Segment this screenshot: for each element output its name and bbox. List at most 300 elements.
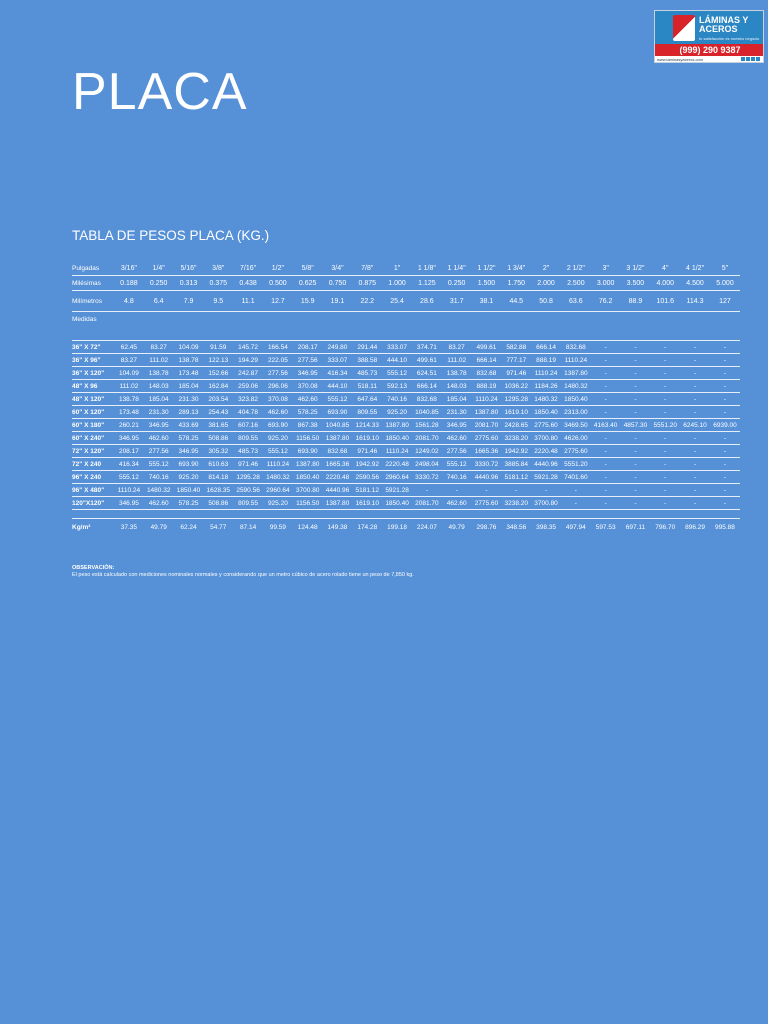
- weight-cell: 462.60: [263, 406, 293, 419]
- weight-cell: -: [591, 497, 621, 510]
- milimetros-cell: 11.1: [233, 291, 263, 312]
- logo-phone[interactable]: (999) 290 9387: [655, 44, 764, 56]
- weight-cell: -: [591, 393, 621, 406]
- weight-cell: 1480.32: [263, 471, 293, 484]
- weight-cell: 1110.24: [531, 367, 561, 380]
- weight-cell: 1387.80: [561, 367, 591, 380]
- weight-cell: 485.73: [233, 445, 263, 458]
- weight-cell: 2498.04: [412, 458, 442, 471]
- pulgadas-cell: 2 1/2": [561, 261, 591, 276]
- pulgadas-row-label: Pulgadas: [72, 261, 114, 276]
- weight-cell: 555.12: [263, 445, 293, 458]
- table-row-label: 36" X 120": [72, 367, 114, 380]
- weight-cell: 4440.96: [472, 471, 502, 484]
- weight-cell: 289.13: [174, 406, 204, 419]
- weight-cell: 194.29: [233, 354, 263, 367]
- weight-cell: 173.48: [114, 406, 144, 419]
- kgm2-row-label: Kg/m²: [72, 524, 91, 531]
- table-row-label: 60" X 240": [72, 432, 114, 445]
- weight-cell: 3238.20: [501, 432, 531, 445]
- weight-cell: 1214.33: [352, 419, 382, 432]
- weight-cell: 971.46: [352, 445, 382, 458]
- weight-cell: -: [710, 432, 740, 445]
- milesimas-cell: 0.313: [174, 276, 204, 291]
- sail-logo-icon: [673, 15, 695, 41]
- kgm2-cell: 597.53: [595, 524, 616, 531]
- social-icons: [741, 57, 760, 61]
- weight-cell: 5551.20: [561, 458, 591, 471]
- milimetros-cell: 127: [710, 291, 740, 312]
- milesimas-cell: 2.000: [531, 276, 561, 291]
- kgm2-cell: 124.48: [297, 524, 318, 531]
- weight-cell: 138.78: [174, 354, 204, 367]
- weight-cell: 610.63: [203, 458, 233, 471]
- weight-cell: 1619.10: [352, 497, 382, 510]
- empty-cell: [263, 510, 293, 519]
- weight-cell: -: [710, 354, 740, 367]
- weight-cell: -: [710, 471, 740, 484]
- milimetros-cell: 76.2: [591, 291, 621, 312]
- milesimas-cell: 3.500: [621, 276, 651, 291]
- weight-cell: -: [591, 471, 621, 484]
- weight-cell: 693.90: [323, 406, 353, 419]
- table-row-label: 72" X 240: [72, 458, 114, 471]
- weight-cell: 578.25: [174, 497, 204, 510]
- weight-cell: 3700.80: [531, 432, 561, 445]
- milesimas-cell: 0.750: [323, 276, 353, 291]
- weight-cell: -: [680, 432, 710, 445]
- empty-cell: [621, 312, 651, 341]
- weight-cell: 1156.50: [293, 432, 323, 445]
- table-row: [72, 380, 740, 393]
- weight-cell: 1480.32: [531, 393, 561, 406]
- weight-cell: 740.16: [144, 471, 174, 484]
- milesimas-cell: 0.250: [442, 276, 472, 291]
- weight-cell: 203.54: [203, 393, 233, 406]
- table-row: [72, 367, 740, 380]
- empty-cell: [412, 312, 442, 341]
- weight-cell: 2220.48: [382, 458, 412, 471]
- logo-brand: LÁMINAS Y ACEROS: [699, 15, 749, 34]
- weight-cell: -: [680, 354, 710, 367]
- weight-cell: 291.44: [352, 341, 382, 354]
- weight-cell: -: [650, 497, 680, 510]
- weight-cell: -: [591, 354, 621, 367]
- weight-cell: 1295.28: [501, 393, 531, 406]
- weight-cell: -: [650, 432, 680, 445]
- empty-cell: [382, 510, 412, 519]
- weight-cell: 111.02: [442, 354, 472, 367]
- weight-cell: -: [591, 341, 621, 354]
- kgm2-cell: 199.18: [387, 524, 408, 531]
- weight-cell: -: [561, 484, 591, 497]
- empty-cell: [144, 312, 174, 341]
- weight-cell: 208.17: [293, 341, 323, 354]
- table-row: [72, 458, 740, 471]
- medidas-row-label: Medidas: [72, 312, 114, 341]
- weight-cell: 555.12: [442, 458, 472, 471]
- weight-cell: 83.27: [442, 341, 472, 354]
- kgm2-cell: 54.77: [210, 524, 227, 531]
- weight-cell: 2313.00: [561, 406, 591, 419]
- weight-cell: 693.90: [174, 458, 204, 471]
- weight-cell: 1480.32: [144, 484, 174, 497]
- weight-cell: 888.19: [531, 354, 561, 367]
- kgm2-cell: 224.07: [416, 524, 437, 531]
- weight-cell: 1665.36: [323, 458, 353, 471]
- weights-table: [72, 261, 740, 561]
- weight-cell: 814.18: [203, 471, 233, 484]
- weight-cell: -: [710, 406, 740, 419]
- weight-cell: 1387.80: [293, 458, 323, 471]
- weight-cell: 381.65: [203, 419, 233, 432]
- instagram-icon[interactable]: [756, 57, 760, 61]
- table-title: TABLA DE PESOS PLACA (KG.): [72, 228, 270, 243]
- weight-cell: 582.88: [501, 341, 531, 354]
- weight-cell: -: [680, 406, 710, 419]
- weight-cell: 3330.72: [412, 471, 442, 484]
- milimetros-cell: 50.8: [531, 291, 561, 312]
- weight-cell: 249.80: [323, 341, 353, 354]
- weight-cell: 305.32: [203, 445, 233, 458]
- milesimas-cell: 0.625: [293, 276, 323, 291]
- weight-cell: 578.25: [174, 432, 204, 445]
- kgm2-cell: 497.94: [565, 524, 586, 531]
- kgm2-cell: 348.56: [506, 524, 527, 531]
- weight-cell: 592.13: [382, 380, 412, 393]
- weight-cell: 5181.12: [501, 471, 531, 484]
- weight-cell: 693.90: [263, 419, 293, 432]
- weight-cell: 693.90: [293, 445, 323, 458]
- weight-cell: -: [680, 341, 710, 354]
- milesimas-row: [72, 276, 740, 291]
- empty-cell: [650, 510, 680, 519]
- milesimas-cell: 1.125: [412, 276, 442, 291]
- note-title: OBSERVACIÓN:: [72, 565, 115, 571]
- weight-cell: 809.55: [233, 432, 263, 445]
- milimetros-cell: 7.9: [174, 291, 204, 312]
- weight-cell: 231.30: [442, 406, 472, 419]
- weight-cell: 5921.28: [531, 471, 561, 484]
- weight-cell: 4163.40: [591, 419, 621, 432]
- milimetros-row: [72, 291, 740, 312]
- weight-cell: 346.95: [114, 432, 144, 445]
- empty-cell: [442, 510, 472, 519]
- weight-cell: 555.12: [382, 367, 412, 380]
- pulgadas-cell: 1 1/8": [412, 261, 442, 276]
- weight-cell: 433.69: [174, 419, 204, 432]
- empty-cell: [352, 510, 382, 519]
- weight-cell: 148.03: [144, 380, 174, 393]
- weight-cell: 1110.24: [263, 458, 293, 471]
- weight-cell: 222.05: [263, 354, 293, 367]
- weight-cell: 323.82: [233, 393, 263, 406]
- weight-cell: -: [650, 367, 680, 380]
- weight-cell: 1942.92: [501, 445, 531, 458]
- weight-cell: 1387.80: [472, 406, 502, 419]
- weight-cell: 444.10: [323, 380, 353, 393]
- weight-cell: -: [621, 484, 651, 497]
- weight-cell: 1665.36: [472, 445, 502, 458]
- weight-cell: 925.20: [174, 471, 204, 484]
- weight-cell: 83.27: [114, 354, 144, 367]
- milesimas-cell: 0.188: [114, 276, 144, 291]
- weight-cell: 346.95: [293, 367, 323, 380]
- weight-cell: 254.43: [203, 406, 233, 419]
- medidas-row: [72, 312, 740, 341]
- weight-cell: 867.38: [293, 419, 323, 432]
- spacer-row-label: [72, 510, 114, 519]
- weight-cell: 1036.22: [501, 380, 531, 393]
- empty-cell: [293, 312, 323, 341]
- weight-cell: 166.54: [263, 341, 293, 354]
- weight-cell: -: [621, 367, 651, 380]
- weight-cell: -: [621, 458, 651, 471]
- weight-cell: 3700.80: [531, 497, 561, 510]
- weight-cell: 555.12: [323, 393, 353, 406]
- weight-cell: 1040.85: [412, 406, 442, 419]
- weight-cell: 508.86: [203, 432, 233, 445]
- table-row: [72, 445, 740, 458]
- milesimas-cell: 1.500: [472, 276, 502, 291]
- weight-cell: -: [650, 445, 680, 458]
- table-row-label: 60" X 180": [72, 419, 114, 432]
- spacer-row: [72, 510, 740, 519]
- logo-tagline: tu satisfacción es nuestro negocio: [699, 36, 760, 41]
- kgm2-cell: 697.11: [625, 524, 646, 531]
- weight-cell: 260.21: [114, 419, 144, 432]
- pulgadas-cell: 4": [650, 261, 680, 276]
- weight-cell: 162.84: [203, 380, 233, 393]
- weight-cell: 555.12: [144, 458, 174, 471]
- weight-cell: 3885.84: [501, 458, 531, 471]
- weight-cell: -: [591, 406, 621, 419]
- weight-cell: 1942.92: [352, 458, 382, 471]
- weight-cell: 518.11: [352, 380, 382, 393]
- weight-cell: 462.60: [144, 432, 174, 445]
- table-row: [72, 432, 740, 445]
- weight-cell: 3700.80: [293, 484, 323, 497]
- milimetros-cell: 22.2: [352, 291, 382, 312]
- weight-cell: 971.46: [501, 367, 531, 380]
- weight-cell: -: [501, 484, 531, 497]
- table-row-label: 36" X 72": [72, 341, 114, 354]
- table-row-label: 72" X 120": [72, 445, 114, 458]
- milimetros-cell: 44.5: [501, 291, 531, 312]
- weight-cell: 404.78: [233, 406, 263, 419]
- weight-cell: 888.19: [472, 380, 502, 393]
- weight-cell: 444.10: [382, 354, 412, 367]
- empty-cell: [680, 312, 710, 341]
- weight-cell: 277.56: [144, 445, 174, 458]
- empty-cell: [114, 312, 144, 341]
- weight-cell: 145.72: [233, 341, 263, 354]
- kgm2-row: [72, 519, 740, 562]
- weight-cell: 1850.40: [293, 471, 323, 484]
- table-row: [72, 471, 740, 484]
- weight-cell: 208.17: [114, 445, 144, 458]
- weight-cell: 277.56: [293, 354, 323, 367]
- empty-cell: [531, 510, 561, 519]
- note-text: El peso está calculado con mediciones nominales normales y considerando que un metro cúbico de acero rolado tiene un peso de 7,850 kg.: [72, 572, 414, 578]
- empty-cell: [472, 312, 502, 341]
- weight-cell: -: [621, 497, 651, 510]
- weight-cell: -: [621, 393, 651, 406]
- empty-cell: [501, 510, 531, 519]
- milesimas-cell: 4.500: [680, 276, 710, 291]
- weight-cell: 462.60: [293, 393, 323, 406]
- weight-cell: -: [591, 458, 621, 471]
- weight-cell: 346.95: [144, 419, 174, 432]
- weight-cell: 971.46: [233, 458, 263, 471]
- empty-cell: [710, 510, 740, 519]
- table-row-label: 48" X 120": [72, 393, 114, 406]
- pulgadas-cell: 1": [382, 261, 412, 276]
- weight-cell: 6939.00: [710, 419, 740, 432]
- observation-note: [72, 565, 414, 579]
- weight-cell: 1110.24: [382, 445, 412, 458]
- milesimas-cell: 4.000: [650, 276, 680, 291]
- milesimas-cell: 1.000: [382, 276, 412, 291]
- weight-cell: 508.86: [203, 497, 233, 510]
- weight-cell: 1387.80: [382, 419, 412, 432]
- weight-cell: 832.68: [561, 341, 591, 354]
- pulgadas-cell: 1 1/2": [472, 261, 502, 276]
- empty-cell: [442, 312, 472, 341]
- weight-cell: 388.58: [352, 354, 382, 367]
- weight-cell: -: [680, 497, 710, 510]
- weight-cell: -: [650, 458, 680, 471]
- weight-cell: 104.09: [174, 341, 204, 354]
- weight-cell: 1110.24: [114, 484, 144, 497]
- empty-cell: [472, 510, 502, 519]
- weight-cell: 2081.70: [412, 497, 442, 510]
- weight-cell: 111.02: [114, 380, 144, 393]
- weight-cell: 4857.30: [621, 419, 651, 432]
- empty-cell: [531, 312, 561, 341]
- empty-cell: [293, 510, 323, 519]
- weight-cell: -: [650, 341, 680, 354]
- weight-cell: 499.61: [472, 341, 502, 354]
- milesimas-cell: 0.875: [352, 276, 382, 291]
- pulgadas-cell: 3/8": [203, 261, 233, 276]
- weight-cell: 462.60: [442, 432, 472, 445]
- pulgadas-cell: 3/4": [323, 261, 353, 276]
- weight-cell: 666.14: [531, 341, 561, 354]
- empty-cell: [203, 510, 233, 519]
- weight-cell: 462.60: [442, 497, 472, 510]
- weight-cell: -: [650, 380, 680, 393]
- pulgadas-cell: 7/16": [233, 261, 263, 276]
- weight-cell: -: [680, 393, 710, 406]
- weight-cell: -: [710, 445, 740, 458]
- empty-cell: [591, 510, 621, 519]
- weight-cell: 1387.80: [323, 497, 353, 510]
- weight-cell: -: [680, 471, 710, 484]
- weight-cell: 5921.28: [382, 484, 412, 497]
- weight-cell: 242.87: [233, 367, 263, 380]
- kgm2-cell: 995.88: [715, 524, 735, 531]
- milimetros-cell: 63.6: [561, 291, 591, 312]
- kgm2-cell: 62.24: [180, 524, 197, 531]
- milesimas-row-label: Milésimas: [72, 276, 114, 291]
- weight-cell: -: [621, 471, 651, 484]
- kgm2-cell: 398.35: [536, 524, 556, 531]
- weight-cell: 1184.26: [531, 380, 561, 393]
- weight-cell: 173.48: [174, 367, 204, 380]
- weight-cell: 2960.64: [263, 484, 293, 497]
- weight-cell: 231.30: [144, 406, 174, 419]
- empty-cell: [591, 312, 621, 341]
- weight-cell: -: [650, 471, 680, 484]
- weight-cell: 7401.60: [561, 471, 591, 484]
- weight-cell: 138.78: [442, 367, 472, 380]
- weight-cell: 5551.20: [650, 419, 680, 432]
- kgm2-cell: 174.28: [357, 524, 378, 531]
- page-title: PLACA: [72, 63, 248, 121]
- weight-cell: 3330.72: [472, 458, 502, 471]
- empty-cell: [144, 510, 174, 519]
- milimetros-cell: 19.1: [323, 291, 353, 312]
- twitter-icon[interactable]: [746, 57, 750, 61]
- table-row: [72, 354, 740, 367]
- facebook-icon[interactable]: [741, 57, 745, 61]
- table-row: [72, 341, 740, 354]
- pulgadas-cell: 5": [710, 261, 740, 276]
- empty-cell: [233, 312, 263, 341]
- weight-cell: 185.04: [442, 393, 472, 406]
- weight-cell: 122.13: [203, 354, 233, 367]
- milesimas-cell: 0.375: [203, 276, 233, 291]
- weight-cell: 370.08: [263, 393, 293, 406]
- weight-cell: 1040.85: [323, 419, 353, 432]
- table-row-label: 60" X 120": [72, 406, 114, 419]
- weight-cell: 4440.96: [323, 484, 353, 497]
- weight-cell: 925.20: [263, 497, 293, 510]
- weight-cell: 4626.00: [561, 432, 591, 445]
- weight-cell: 832.68: [472, 367, 502, 380]
- milimetros-cell: 101.6: [650, 291, 680, 312]
- weight-cell: -: [591, 380, 621, 393]
- weight-cell: 462.60: [144, 497, 174, 510]
- weight-cell: -: [680, 380, 710, 393]
- weight-cell: -: [591, 484, 621, 497]
- weight-cell: 91.59: [203, 341, 233, 354]
- empty-cell: [114, 510, 144, 519]
- weight-cell: 1850.40: [174, 484, 204, 497]
- pulgadas-cell: 5/8": [293, 261, 323, 276]
- weight-cell: 2590.56: [352, 471, 382, 484]
- table-row: [72, 406, 740, 419]
- weight-cell: -: [680, 367, 710, 380]
- weight-cell: -: [650, 354, 680, 367]
- logo-website[interactable]: www.laminasyaceros.com: [657, 57, 704, 62]
- milimetros-cell: 9.5: [203, 291, 233, 312]
- weight-cell: 138.78: [144, 367, 174, 380]
- table-row: [72, 419, 740, 432]
- weight-cell: 148.03: [442, 380, 472, 393]
- table-row: [72, 484, 740, 497]
- weight-cell: 374.71: [412, 341, 442, 354]
- weight-cell: -: [472, 484, 502, 497]
- weight-cell: 1110.24: [561, 354, 591, 367]
- weight-cell: 2775.60: [472, 497, 502, 510]
- youtube-icon[interactable]: [751, 57, 755, 61]
- weight-cell: 2081.70: [472, 419, 502, 432]
- pulgadas-cell: 3/16": [114, 261, 144, 276]
- milimetros-cell: 15.9: [293, 291, 323, 312]
- weight-cell: 1628.35: [203, 484, 233, 497]
